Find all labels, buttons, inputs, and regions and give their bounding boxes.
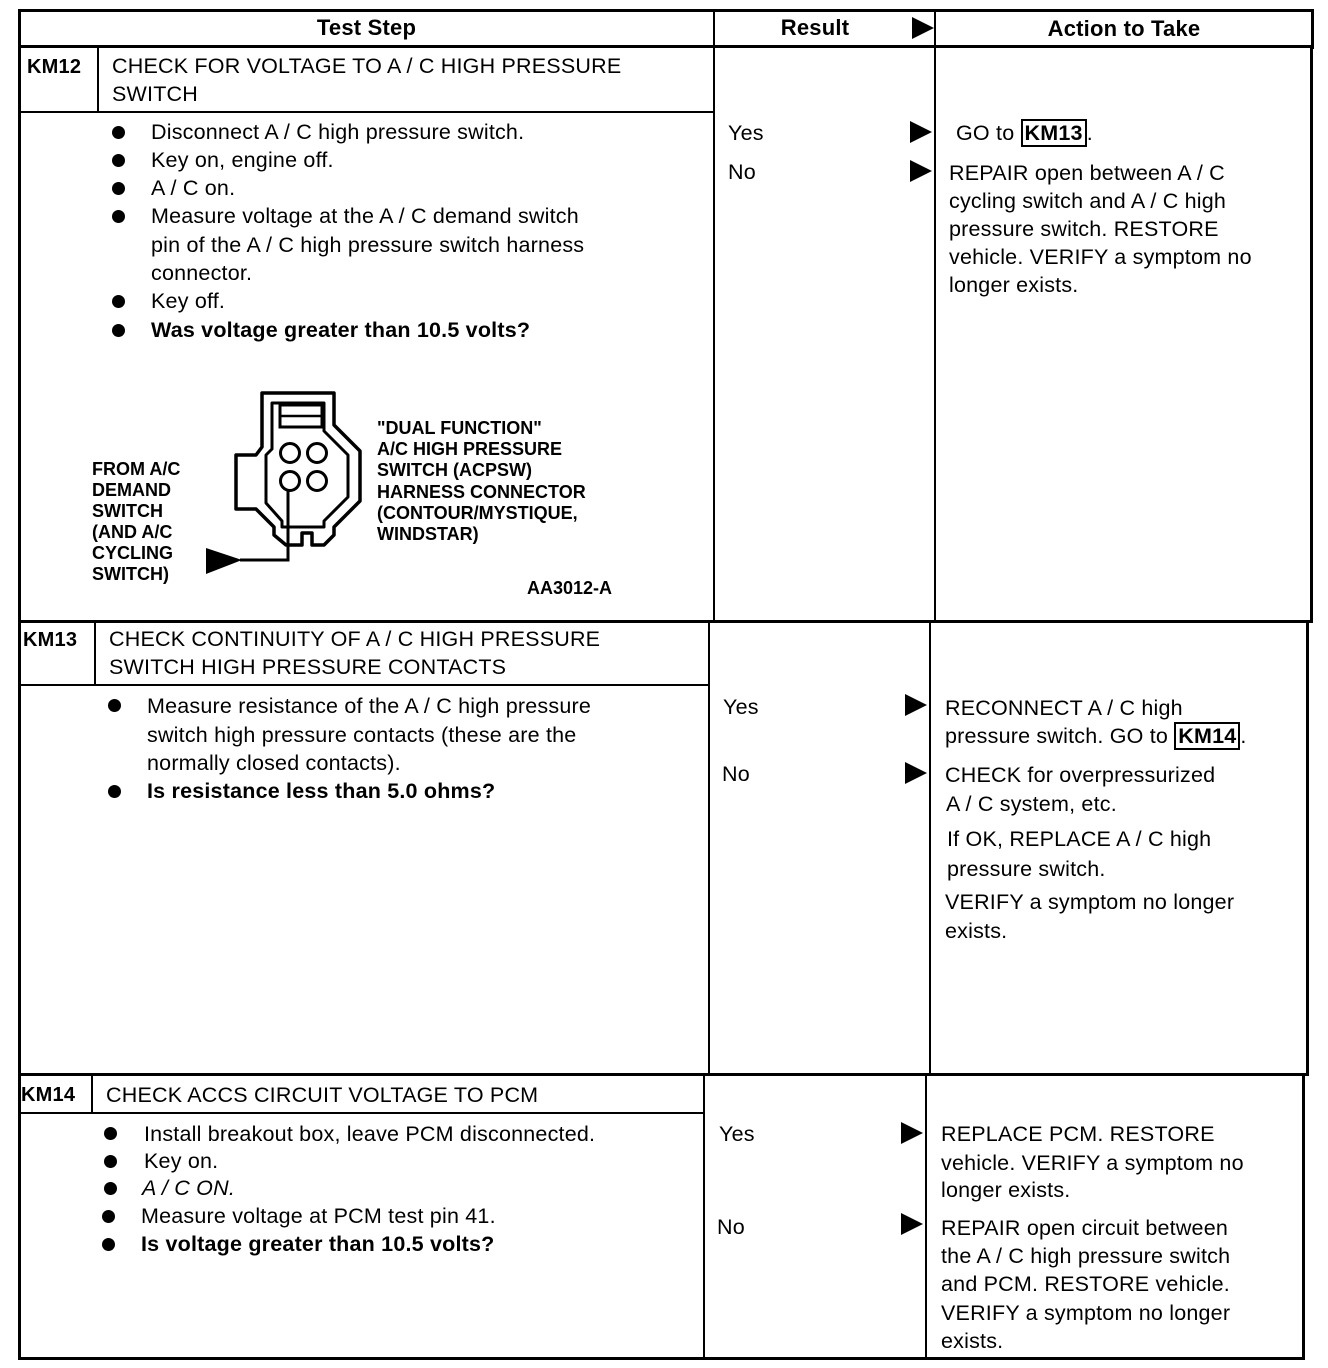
bullet-icon — [112, 182, 125, 195]
step-instruction: connector. — [151, 261, 253, 285]
column-divider — [713, 9, 715, 623]
action-no-line: and PCM. RESTORE vehicle. — [941, 1272, 1230, 1296]
figure-id: AA3012-A — [527, 578, 613, 598]
result-yes: Yes — [719, 1122, 755, 1146]
step-title-line: SWITCH HIGH PRESSURE CONTACTS — [109, 655, 507, 679]
action-text: GO to — [956, 121, 1015, 145]
diagram-label: A/C HIGH PRESSURE — [377, 439, 563, 459]
goto-step-km13-link[interactable]: KM13 — [1021, 119, 1087, 147]
step-instruction: A / C on. — [151, 176, 236, 200]
code-cell-divider — [97, 48, 99, 112]
column-divider — [934, 9, 936, 623]
action-yes-line: RECONNECT A / C high — [945, 696, 1183, 720]
header-result: Result — [780, 15, 850, 40]
action-no-line: REPAIR open between A / C — [949, 161, 1225, 185]
step-instruction: normally closed contacts). — [147, 751, 401, 775]
step-instruction: Install breakout box, leave PCM disconnected. — [144, 1122, 596, 1146]
action-no-line: pressure switch. RESTORE — [949, 217, 1219, 241]
diagram-label: DEMAND — [92, 480, 171, 500]
action-yes-line: longer exists. — [941, 1178, 1071, 1202]
column-divider — [929, 622, 931, 1076]
code-cell-divider — [91, 1076, 93, 1114]
step-question: Was voltage greater than 10.5 volts? — [151, 318, 531, 342]
result-no: No — [728, 160, 756, 184]
step-title-line: SWITCH — [112, 82, 198, 106]
bullet-icon — [108, 785, 121, 798]
action-no-line: the A / C high pressure switch — [941, 1244, 1231, 1268]
diagram-label: HARNESS CONNECTOR — [377, 482, 586, 502]
step-code-km12: KM12 — [27, 56, 82, 78]
diagram-label: CYCLING — [92, 543, 173, 563]
diagram-label: "DUAL FUNCTION" — [377, 418, 542, 438]
diagram-label: SWITCH) — [92, 564, 169, 584]
table-border-right — [1302, 1075, 1305, 1360]
bullet-icon — [112, 154, 125, 167]
step-instruction: Measure resistance of the A / C high pressure — [147, 694, 592, 718]
bullet-icon — [104, 1182, 117, 1195]
diagram-label: SWITCH (ACPSW) — [377, 460, 532, 480]
action-no-line: If OK, REPLACE A / C high — [947, 827, 1212, 851]
result-arrow-icon — [901, 1213, 923, 1235]
action-no-line: exists. — [945, 919, 1008, 943]
table-border-top — [20, 9, 1314, 12]
step-instruction: Measure voltage at PCM test pin 41. — [141, 1204, 496, 1228]
action-no-line: VERIFY a symptom no longer — [945, 890, 1235, 914]
header-test-step: Test Step — [316, 15, 417, 40]
action-no-line: CHECK for overpressurized — [945, 763, 1216, 787]
action-no-line: vehicle. VERIFY a symptom no — [949, 245, 1252, 269]
action-text: pressure switch. GO to — [945, 724, 1169, 748]
bullet-icon — [112, 324, 125, 337]
bullet-icon — [104, 1127, 117, 1140]
bullet-icon — [112, 295, 125, 308]
bullet-icon — [108, 699, 121, 712]
diagram-label: WINDSTAR) — [377, 524, 479, 544]
harness-connector-diagram — [200, 385, 370, 575]
action-no-line: exists. — [941, 1329, 1004, 1353]
column-divider — [925, 1075, 927, 1360]
action-no-line: longer exists. — [949, 273, 1079, 297]
code-cell-divider — [94, 623, 96, 686]
result-arrow-icon — [905, 694, 927, 716]
result-no: No — [722, 762, 750, 786]
action-yes — [956, 119, 1093, 148]
step-instruction: A / C ON. — [142, 1176, 235, 1200]
diagram-label: SWITCH — [92, 501, 163, 521]
section-divider — [18, 1073, 1306, 1076]
result-arrow-icon — [910, 160, 932, 182]
table-border-right — [1306, 622, 1309, 1076]
result-arrow-icon — [905, 762, 927, 784]
action-no-line: VERIFY a symptom no longer — [941, 1301, 1231, 1325]
step-question: Is voltage greater than 10.5 volts? — [141, 1232, 495, 1256]
step-title-line: CHECK CONTINUITY OF A / C HIGH PRESSURE — [109, 627, 601, 651]
action-no-line: A / C system, etc. — [946, 792, 1117, 816]
header-divider — [20, 45, 1314, 48]
header-arrow-icon — [912, 17, 934, 39]
column-divider — [703, 1075, 705, 1360]
action-no-line: pressure switch. — [947, 857, 1106, 881]
table-border-bottom — [18, 1357, 1305, 1360]
result-yes: Yes — [723, 695, 759, 719]
step-instruction: Key on. — [144, 1149, 219, 1173]
bullet-icon — [104, 1155, 117, 1168]
diagram-label: (CONTOUR/MYSTIQUE, — [377, 503, 578, 523]
step-instruction: pin of the A / C high pressure switch harness — [151, 233, 585, 257]
step-question: Is resistance less than 5.0 ohms? — [147, 779, 496, 803]
step-code-km14: KM14 — [21, 1084, 76, 1106]
diagram-label: (AND A/C — [92, 522, 173, 542]
table-border-right — [1310, 48, 1313, 623]
diagram-label: FROM A/C — [92, 459, 181, 479]
result-arrow-icon — [901, 1122, 923, 1144]
step-title-line: CHECK ACCS CIRCUIT VOLTAGE TO PCM — [106, 1083, 539, 1107]
bullet-icon — [112, 126, 125, 139]
action-text: . — [1240, 724, 1247, 748]
step-instruction: Disconnect A / C high pressure switch. — [151, 120, 525, 144]
bullet-icon — [102, 1210, 115, 1223]
action-yes-line: vehicle. VERIFY a symptom no — [941, 1151, 1244, 1175]
title-cell-bottom — [18, 111, 714, 113]
step-instruction: Key off. — [151, 289, 226, 313]
bullet-icon — [102, 1238, 115, 1251]
section-divider — [18, 620, 1310, 623]
result-no: No — [717, 1215, 745, 1239]
result-yes: Yes — [728, 121, 764, 145]
title-cell-bottom — [18, 1112, 704, 1114]
goto-step-km14-link[interactable]: KM14 — [1174, 722, 1240, 750]
header-action: Action to Take — [1047, 16, 1201, 41]
action-no-line: cycling switch and A / C high — [949, 189, 1227, 213]
bullet-icon — [112, 210, 125, 223]
action-yes-line: REPLACE PCM. RESTORE — [941, 1122, 1215, 1146]
result-arrow-icon — [910, 121, 932, 143]
step-instruction: Measure voltage at the A / C demand switch — [151, 204, 579, 228]
column-divider — [708, 622, 710, 1076]
title-cell-bottom — [18, 684, 709, 686]
action-text: . — [1086, 121, 1093, 145]
step-title-line: CHECK FOR VOLTAGE TO A / C HIGH PRESSURE — [112, 54, 622, 78]
step-instruction: Key on, engine off. — [151, 148, 334, 172]
action-yes-line — [945, 722, 1247, 751]
action-no-line: REPAIR open circuit between — [941, 1216, 1229, 1240]
step-code-km13: KM13 — [23, 629, 78, 651]
step-instruction: switch high pressure contacts (these are the — [147, 723, 577, 747]
